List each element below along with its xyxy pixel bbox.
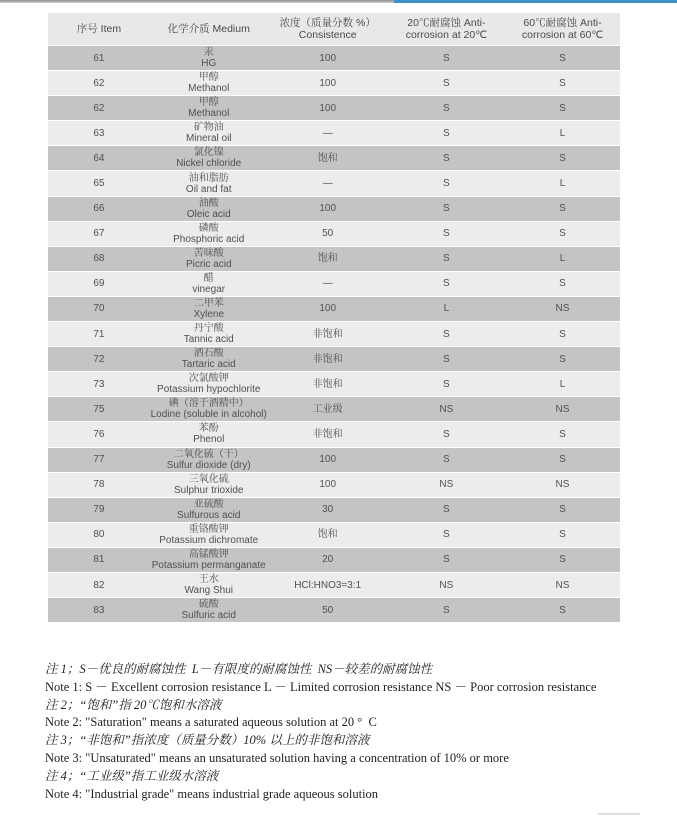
note-line-cn: 注 4；“工业级”指工业级水溶液 <box>45 768 219 783</box>
medium-cell <box>150 146 268 170</box>
medium-name-en: Sulfuric acid <box>181 610 236 622</box>
consistence-cell: 50 <box>322 228 334 240</box>
notes <box>45 661 596 803</box>
medium-cell <box>150 372 268 396</box>
medium-name-en: Potassium dichromate <box>159 534 259 546</box>
consistence-cell: 非饱和 <box>312 378 343 390</box>
medium-name-cn: 三氧化硫 <box>188 473 229 485</box>
medium-name-en: vinegar <box>192 283 226 295</box>
table-row <box>48 573 620 598</box>
medium-name-cn: 苦味酸 <box>193 247 224 259</box>
medium-name-cn: 硫酸 <box>198 599 219 611</box>
item-cell: 69 <box>93 278 105 290</box>
medium-name-cn: 二甲苯 <box>193 297 224 309</box>
medium-cell <box>150 548 268 572</box>
medium-cell <box>150 347 268 371</box>
anticorrosion-60-cell: S <box>559 102 566 114</box>
medium-name-cn: 苯酚 <box>198 423 219 435</box>
anticorrosion-60-cell: S <box>559 278 566 290</box>
anticorrosion-20-cell: S <box>443 353 450 365</box>
anticorrosion-60-cell: L <box>559 178 566 190</box>
anticorrosion-20-cell: S <box>443 554 450 566</box>
item-cell: 64 <box>93 152 105 164</box>
anticorrosion-60-cell: NS <box>555 579 570 591</box>
item-cell: 81 <box>93 554 105 566</box>
medium-name-en: Sulphur trioxide <box>173 484 244 496</box>
item-cell: 79 <box>93 504 105 516</box>
consistence-cell: 饱和 <box>317 253 338 265</box>
medium-name-cn: 丹宁酸 <box>193 323 224 335</box>
anticorrosion-60-cell: NS <box>555 303 570 315</box>
medium-name-cn: 重铬酸钾 <box>188 523 229 535</box>
header-anticorrosion-20-line2: corrosion at 20℃ <box>405 29 487 41</box>
medium-name-en: Xylene <box>193 308 225 320</box>
item-cell: 83 <box>93 604 105 616</box>
anticorrosion-20-cell: S <box>443 278 450 290</box>
header-consistence <box>268 13 388 45</box>
header-anticorrosion-60 <box>505 13 620 45</box>
medium-name-en: Mineral oil <box>185 133 232 145</box>
item-cell: 77 <box>93 454 105 466</box>
anticorrosion-60-cell: L <box>559 253 566 265</box>
item-cell: 65 <box>93 178 105 190</box>
anticorrosion-60-cell: S <box>559 77 566 89</box>
anticorrosion-60-cell: S <box>559 454 566 466</box>
item-cell: 67 <box>93 228 105 240</box>
medium-name-cn: 氯化镍 <box>193 147 224 159</box>
anticorrosion-20-cell: NS <box>439 579 454 591</box>
top-rule-blue <box>394 0 677 3</box>
note-line-cn: 注 2；“饱和”指 20℃饱和水溶液 <box>45 697 222 712</box>
anticorrosion-20-cell: S <box>443 253 450 265</box>
medium-cell <box>150 71 268 95</box>
medium-name-en: Oil and fat <box>185 183 232 195</box>
table-row <box>48 473 620 498</box>
consistence-cell: 100 <box>319 203 337 215</box>
medium-name-cn: 油和脂肪 <box>188 172 229 184</box>
header-medium <box>150 13 268 45</box>
table-row <box>48 171 620 196</box>
medium-name-en: Oleic acid <box>186 208 231 220</box>
anticorrosion-20-cell: NS <box>439 403 454 415</box>
table-row <box>48 347 620 372</box>
table-row <box>48 96 620 121</box>
consistence-cell: — <box>322 278 333 290</box>
header-consistence-line2: Consistence <box>298 29 357 41</box>
medium-name-cn: 磷酸 <box>198 222 219 234</box>
table-row <box>48 297 620 322</box>
item-cell: 75 <box>93 403 105 415</box>
anticorrosion-20-cell: S <box>443 77 450 89</box>
consistence-cell: 饱和 <box>317 152 338 164</box>
anticorrosion-60-cell: S <box>559 328 566 340</box>
medium-name-en: Tartaric acid <box>181 359 236 371</box>
table-row <box>48 71 620 96</box>
anticorrosion-60-cell: NS <box>555 479 570 491</box>
medium-cell <box>150 448 268 472</box>
consistence-cell: 50 <box>322 604 334 616</box>
top-rule-gray <box>0 0 394 3</box>
anticorrosion-60-cell: S <box>559 228 566 240</box>
medium-cell <box>150 96 268 120</box>
item-cell: 71 <box>93 328 105 340</box>
table-row <box>48 46 620 71</box>
medium-name-en: HG <box>201 58 217 70</box>
consistence-cell: 100 <box>319 479 337 491</box>
note-line-en: Note 2: "Saturation" means a saturated aqueous solution at 20 ° C <box>45 715 377 730</box>
item-cell: 62 <box>93 102 105 114</box>
item-cell: 73 <box>93 378 105 390</box>
consistence-cell: 非饱和 <box>312 428 343 440</box>
anticorrosion-20-cell: NS <box>439 479 454 491</box>
note-line-cn: 注 3；“非饱和”指浓度（质量分数）10% 以上的非饱和溶液 <box>45 733 370 748</box>
table-row <box>48 272 620 297</box>
medium-name-cn: 甲醇 <box>198 72 219 84</box>
consistence-cell: 非饱和 <box>312 353 343 365</box>
medium-name-en: Picric acid <box>185 258 232 270</box>
medium-name-en: Potassium permanganate <box>151 559 266 571</box>
medium-name-cn: 汞 <box>203 47 214 59</box>
medium-name-en: Wang Shui <box>184 585 233 597</box>
consistence-cell: 饱和 <box>317 529 338 541</box>
medium-cell <box>150 422 268 446</box>
medium-name-cn: 亚硫酸 <box>193 498 224 510</box>
header-consistence-line1: 浓度（质量分数 %） <box>279 16 376 29</box>
medium-name-en: Methanol <box>188 83 230 95</box>
medium-cell <box>150 523 268 547</box>
anticorrosion-60-cell: S <box>559 529 566 541</box>
table-row <box>48 222 620 247</box>
anticorrosion-60-cell: S <box>559 353 566 365</box>
anticorrosion-20-cell: S <box>443 529 450 541</box>
header-item-line1: 序号 Item <box>76 22 122 35</box>
anticorrosion-20-cell: S <box>443 178 450 190</box>
table-row <box>48 372 620 397</box>
anticorrosion-60-cell: S <box>559 152 566 164</box>
note-line-cn: 注 1；S－优良的耐腐蚀性 L－有限度的耐腐蚀性 NS－较差的耐腐蚀性 <box>45 662 433 676</box>
header-item <box>48 13 150 45</box>
medium-name-cn: 碘（溶于酒精中） <box>168 398 249 410</box>
consistence-cell: 30 <box>322 504 334 516</box>
consistence-cell: 工业级 <box>312 403 343 415</box>
header-anticorrosion-20 <box>388 13 505 45</box>
consistence-cell: 20 <box>322 554 334 566</box>
anticorrosion-20-cell: S <box>443 604 450 616</box>
table-body <box>48 46 620 623</box>
item-cell: 70 <box>93 303 105 315</box>
anticorrosion-20-cell: S <box>443 228 450 240</box>
anticorrosion-60-cell: NS <box>555 403 570 415</box>
medium-name-en: Sulfur dioxide (dry) <box>166 459 251 471</box>
table-row <box>48 598 620 623</box>
table-row <box>48 397 620 422</box>
item-cell: 61 <box>93 52 105 64</box>
table-row <box>48 523 620 548</box>
anticorrosion-60-cell: S <box>559 428 566 440</box>
medium-cell <box>150 322 268 346</box>
consistence-cell: 100 <box>319 52 337 64</box>
medium-cell <box>150 171 268 195</box>
anticorrosion-20-cell: S <box>443 127 450 139</box>
item-cell: 62 <box>93 77 105 89</box>
medium-cell <box>150 473 268 497</box>
table-row <box>48 197 620 222</box>
medium-cell <box>150 197 268 221</box>
anticorrosion-60-cell: S <box>559 554 566 566</box>
anticorrosion-20-cell: S <box>443 428 450 440</box>
medium-name-cn: 高锰酸钾 <box>188 548 229 560</box>
table-row <box>48 146 620 171</box>
header-anticorrosion-20-line1: 20℃耐腐蚀 Anti- <box>407 16 486 29</box>
table-row <box>48 448 620 473</box>
consistence-cell: — <box>322 178 333 190</box>
bottom-rule <box>598 813 640 815</box>
medium-cell <box>150 247 268 271</box>
item-cell: 63 <box>93 127 105 139</box>
anticorrosion-60-cell: L <box>559 127 566 139</box>
medium-name-en: Phenol <box>193 434 225 446</box>
medium-name-cn: 王水 <box>198 574 219 586</box>
anticorrosion-60-cell: L <box>559 378 566 390</box>
anticorrosion-60-cell: S <box>559 604 566 616</box>
medium-name-cn: 矿物油 <box>193 122 224 134</box>
table-row <box>48 498 620 523</box>
item-cell: 76 <box>93 428 105 440</box>
medium-name-en: Nickel chloride <box>176 158 242 170</box>
medium-cell <box>150 498 268 522</box>
medium-name-en: Methanol <box>188 108 230 120</box>
medium-name-en: Potassium hypochlorite <box>157 384 261 396</box>
medium-name-cn: 油酸 <box>198 197 219 209</box>
medium-name-en: Tannic acid <box>183 334 234 346</box>
table-row <box>48 422 620 447</box>
anticorrosion-20-cell: S <box>443 328 450 340</box>
anticorrosion-20-cell: S <box>443 378 450 390</box>
table-header-row <box>48 13 620 46</box>
medium-name-en: Phosphoric acid <box>173 233 245 245</box>
medium-name-cn: 二氧化硫（干） <box>173 448 244 460</box>
anticorrosion-60-cell: S <box>559 504 566 516</box>
medium-cell <box>150 598 268 622</box>
medium-name-en: Lodine (soluble in alcohol) <box>150 409 267 421</box>
anticorrosion-60-cell: S <box>559 52 566 64</box>
medium-cell <box>150 272 268 296</box>
note-line-en: Note 4: "Industrial grade" means industrial grade aqueous solution <box>45 786 379 801</box>
header-medium-line1: 化学介质 Medium <box>167 22 250 35</box>
item-cell: 66 <box>93 203 105 215</box>
table-row <box>48 121 620 146</box>
table-row <box>48 548 620 573</box>
consistence-cell: 100 <box>319 102 337 114</box>
consistence-cell: — <box>322 127 333 139</box>
item-cell: 80 <box>93 529 105 541</box>
medium-name-cn: 甲醇 <box>198 97 219 109</box>
consistence-cell: 100 <box>319 454 337 466</box>
medium-name-cn: 酒石酸 <box>193 348 224 360</box>
anticorrosion-20-cell: S <box>443 203 450 215</box>
corrosion-resistance-table <box>48 13 620 623</box>
anticorrosion-20-cell: S <box>443 504 450 516</box>
table-row <box>48 322 620 347</box>
medium-cell <box>150 121 268 145</box>
table-row <box>48 247 620 272</box>
item-cell: 78 <box>93 479 105 491</box>
anticorrosion-20-cell: S <box>443 454 450 466</box>
medium-cell <box>150 297 268 321</box>
header-anticorrosion-60-line2: corrosion at 60℃ <box>521 29 604 41</box>
medium-cell <box>150 397 268 421</box>
medium-cell <box>150 573 268 597</box>
note-line-en: Note 1: S － Excellent corrosion resistance L － Limited corrosion resistance NS － Poor corrosion resistance <box>45 679 597 694</box>
anticorrosion-20-cell: S <box>443 102 450 114</box>
anticorrosion-60-cell: S <box>559 203 566 215</box>
medium-cell <box>150 46 268 70</box>
medium-name-cn: 次氯酸钾 <box>188 373 229 385</box>
item-cell: 72 <box>93 353 105 365</box>
consistence-cell: HCl:HNO3=3:1 <box>294 579 362 591</box>
medium-cell <box>150 222 268 246</box>
consistence-cell: 100 <box>319 303 337 315</box>
medium-name-en: Sulfurous acid <box>177 509 241 521</box>
item-cell: 68 <box>93 253 105 265</box>
consistence-cell: 非饱和 <box>312 328 343 340</box>
medium-name-cn: 醋 <box>203 272 214 284</box>
header-anticorrosion-60-line1: 60℃耐腐蚀 Anti- <box>523 16 602 29</box>
consistence-cell: 100 <box>319 77 337 89</box>
anticorrosion-20-cell: S <box>443 152 450 164</box>
anticorrosion-20-cell: S <box>443 52 450 64</box>
note-line-en: Note 3: "Unsaturated" means an unsaturated solution having a concentration of 10% or more <box>45 750 509 765</box>
anticorrosion-20-cell: L <box>443 303 450 315</box>
item-cell: 82 <box>93 579 105 591</box>
